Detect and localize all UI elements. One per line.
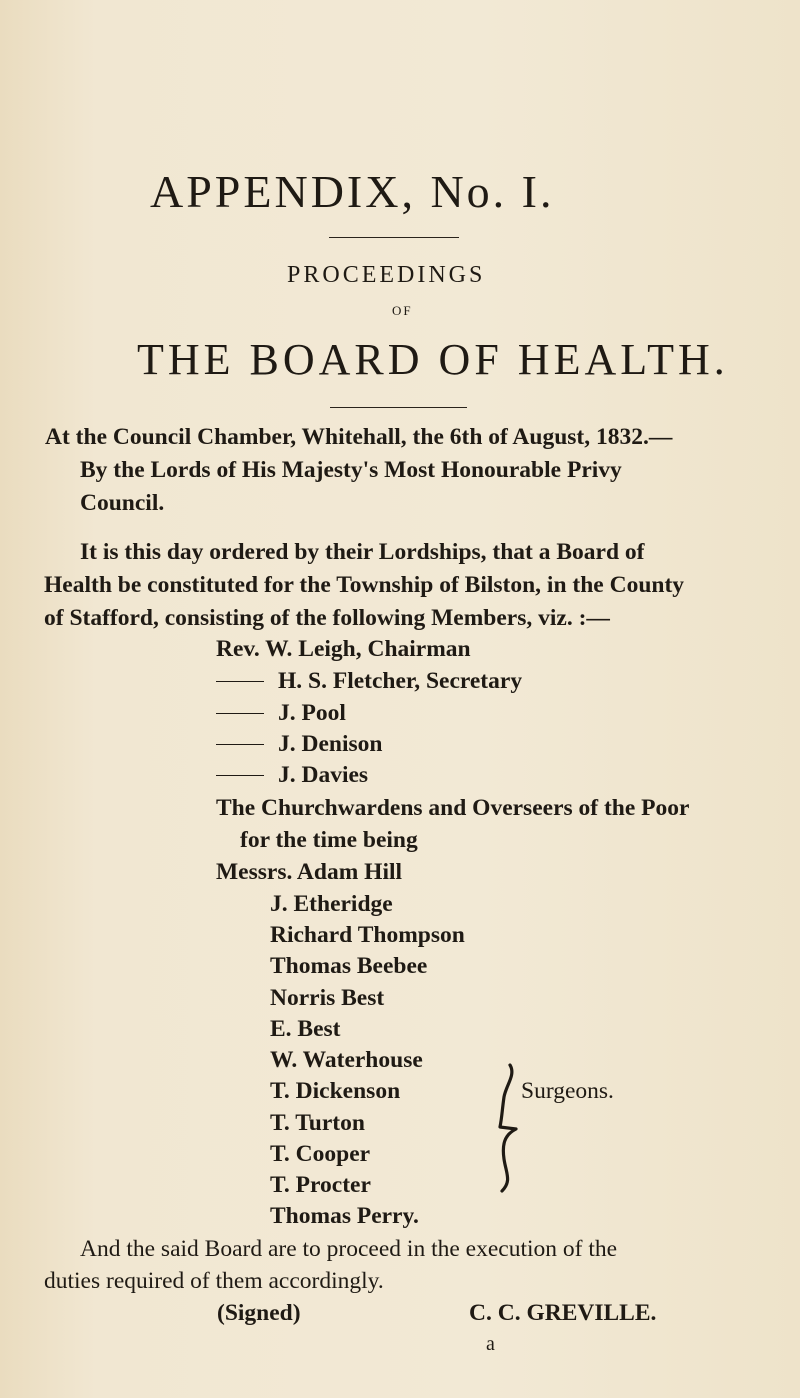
order-line-1: It is this day ordered by their Lordships, that a Board of — [80, 539, 645, 565]
curly-brace-icon — [496, 1063, 520, 1193]
closing-line-2: duties required of them accordingly. — [44, 1268, 384, 1294]
signed-label: (Signed) — [217, 1300, 301, 1326]
divider-top — [329, 237, 459, 238]
member-name: H. S. Fletcher, Secretary — [278, 668, 523, 694]
member-row — [216, 700, 346, 727]
churchwardens-line-2: for the time being — [240, 827, 418, 853]
surgeon-name: T. Procter — [270, 1172, 371, 1198]
intro-line-1: At the Council Chamber, Whitehall, the 6th of August, 1832.— — [45, 424, 673, 450]
member-name: J. Denison — [278, 731, 383, 757]
member-name: J. Davies — [278, 762, 369, 788]
board-heading: THE BOARD OF HEALTH. — [137, 335, 729, 384]
messrs-line: Messrs. Adam Hill — [216, 859, 403, 885]
signature-mark: a — [486, 1333, 495, 1355]
ditto-dash — [216, 775, 264, 776]
ditto-dash — [216, 744, 264, 745]
signatory-name: C. C. GREVILLE. — [469, 1300, 657, 1326]
surgeon-name: Norris Best — [270, 985, 385, 1011]
churchwardens-line-1: The Churchwardens and Overseers of the Poor — [216, 795, 690, 821]
member-name: Thomas Perry. — [270, 1203, 419, 1229]
intro-line-2: By the Lords of His Majesty's Most Honourable Privy — [80, 457, 622, 483]
of-label: OF — [392, 303, 413, 318]
member-name: J. Pool — [278, 700, 346, 726]
divider-bottom — [330, 407, 467, 408]
member-row — [216, 668, 522, 695]
ditto-dash — [216, 713, 264, 714]
order-line-2: Health be constituted for the Township of Bilston, in the County — [44, 572, 685, 598]
member-name: Thomas Beebee — [270, 953, 428, 979]
closing-line-1: And the said Board are to proceed in the execution of the — [80, 1236, 618, 1262]
member-name: J. Etheridge — [270, 891, 393, 917]
surgeon-name: W. Waterhouse — [270, 1047, 423, 1073]
ditto-dash — [216, 681, 264, 682]
member-name: Richard Thompson — [270, 922, 465, 948]
surgeon-name: E. Best — [270, 1016, 341, 1042]
surgeon-name: T. Turton — [270, 1110, 365, 1136]
member-row — [216, 731, 382, 758]
order-line-3: of Stafford, consisting of the following Members, viz. :— — [44, 605, 610, 631]
surgeons-label: Surgeons. — [521, 1078, 614, 1104]
chairman: Rev. W. Leigh, Chairman — [216, 636, 471, 662]
member-row — [216, 762, 368, 789]
proceedings-subtitle: PROCEEDINGS — [287, 262, 486, 288]
appendix-title: APPENDIX, No. I. — [150, 166, 555, 217]
surgeon-name: T. Dickenson — [270, 1078, 401, 1104]
surgeon-name: T. Cooper — [270, 1141, 371, 1167]
intro-line-3: Council. — [80, 490, 165, 516]
